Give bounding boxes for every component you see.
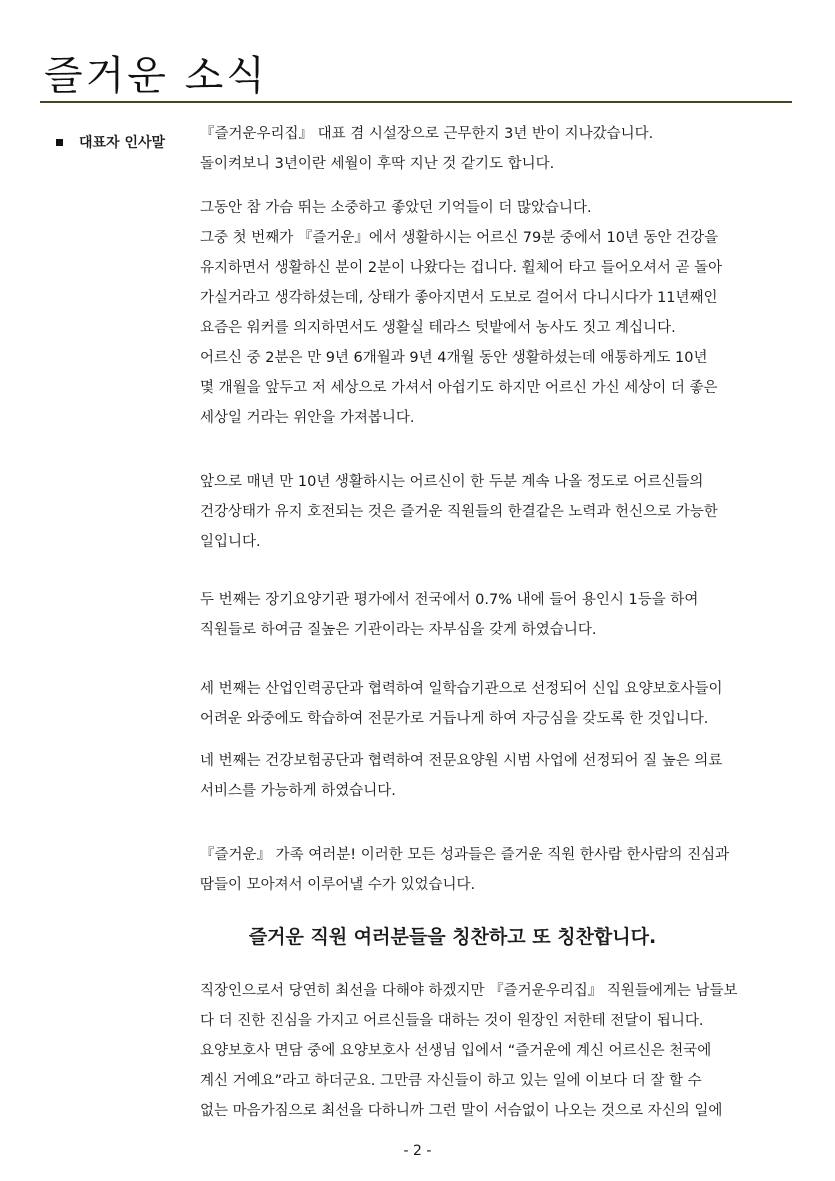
section-label-text: 대표자 인사말 <box>79 135 166 151</box>
page-title: 즐거운 소식 <box>44 53 268 99</box>
text-line: 유지하면서 생활하신 분이 2분이 나왔다는 겁니다. 휠체어 타고 들어오셔서 곧 돌아 <box>200 260 723 276</box>
text-line: 가실거라고 생각하셨는데, 상태가 좋아지면서 도보로 걸어서 다니시다가 11년째인 <box>200 290 718 306</box>
paragraph-5 <box>200 674 790 734</box>
paragraph-8 <box>200 976 790 1126</box>
text-line: 없는 마음가짐으로 최선을 다하니까 그런 말이 서슴없이 나오는 것으로 자신의 일에 <box>200 1103 723 1119</box>
text-line: 일입니다. <box>200 534 261 550</box>
text-line: 그중 첫 번째가 『즐거운』에서 생활하시는 어르신 79분 중에서 10년 동안 건강을 <box>200 230 719 246</box>
text-line: 『즐거운우리집』 대표 겸 시설장으로 근무한지 3년 반이 지나갔습니다. <box>200 126 654 142</box>
page-number: - 2 - <box>403 1143 432 1159</box>
text-line: 『즐거운』 가족 여러분! 이러한 모든 성과들은 즐거운 직원 한사람 한사람의 진심과 <box>200 847 730 863</box>
section-label <box>56 132 165 152</box>
text-line: 앞으로 매년 만 10년 생활하시는 어르신이 한 두분 계속 나올 정도로 어르신들의 <box>200 474 704 490</box>
paragraph-7 <box>200 840 790 900</box>
emphasis-heading: 즐거운 직원 여러분들을 칭찬하고 또 칭찬합니다. <box>248 926 657 948</box>
text-line: 두 번째는 장기요양기관 평가에서 전국에서 0.7% 내에 들어 용인시 1등을 하여 <box>200 592 699 608</box>
text-line: 서비스를 가능하게 하였습니다. <box>200 783 396 799</box>
title-divider <box>40 101 792 103</box>
text-line: 어려운 와중에도 학습하여 전문가로 거듭나게 하여 자긍심을 갖도록 한 것입니다. <box>200 711 709 727</box>
text-line: 돌이켜보니 3년이란 세월이 후딱 지난 것 같기도 합니다. <box>200 156 555 172</box>
paragraph-3 <box>200 467 790 557</box>
text-line: 직원들로 하여금 질높은 기관이라는 자부심을 갖게 하였습니다. <box>200 622 597 638</box>
text-line: 네 번째는 건강보험공단과 협력하여 전문요양원 시범 사업에 선정되어 질 높은 의료 <box>200 753 723 769</box>
square-bullet-icon <box>56 139 63 146</box>
text-line: 직장인으로서 당연히 최선을 다해야 하겠지만 『즐거운우리집』 직원들에게는 남들보 <box>200 983 738 999</box>
text-line: 땀들이 모아져서 이루어낼 수가 있었습니다. <box>200 877 476 893</box>
text-line: 건강상태가 유지 호전되는 것은 즐거운 직원들의 한결같은 노력과 헌신으로 가능한 <box>200 504 718 520</box>
text-line: 그동안 참 가슴 뛰는 소중하고 좋았던 기억들이 더 많았습니다. <box>200 200 592 216</box>
paragraph-1 <box>200 119 790 179</box>
paragraph-6 <box>200 746 790 806</box>
paragraph-2 <box>200 193 790 433</box>
text-line: 세 번째는 산업인력공단과 협력하여 일학습기관으로 선정되어 신입 요양보호사들이 <box>200 681 723 697</box>
text-line: 세상일 거라는 위안을 가져봅니다. <box>200 410 415 426</box>
paragraph-4 <box>200 585 790 645</box>
text-line: 다 더 진한 진심을 가지고 어르신들을 대하는 것이 원장인 저한테 전달이 됩니다. <box>200 1013 704 1029</box>
text-line: 요양보호사 면담 중에 요양보호사 선생님 입에서 “즐거운에 계신 어르신은 천국에 <box>200 1043 712 1059</box>
text-line: 어르신 중 2분은 만 9년 6개월과 9년 4개월 동안 생활하셨는데 애통하게도 10년 <box>200 350 708 366</box>
text-line: 계신 거예요”라고 하더군요. 그만큼 자신들이 하고 있는 일에 이보다 더 잘 할 수 <box>200 1073 702 1089</box>
text-line: 요즘은 워커를 의지하면서도 생활실 테라스 텃밭에서 농사도 짓고 계십니다. <box>200 320 676 336</box>
text-line: 몇 개월을 앞두고 저 세상으로 가셔서 아쉽기도 하지만 어르신 가신 세상이 더 좋은 <box>200 380 718 396</box>
